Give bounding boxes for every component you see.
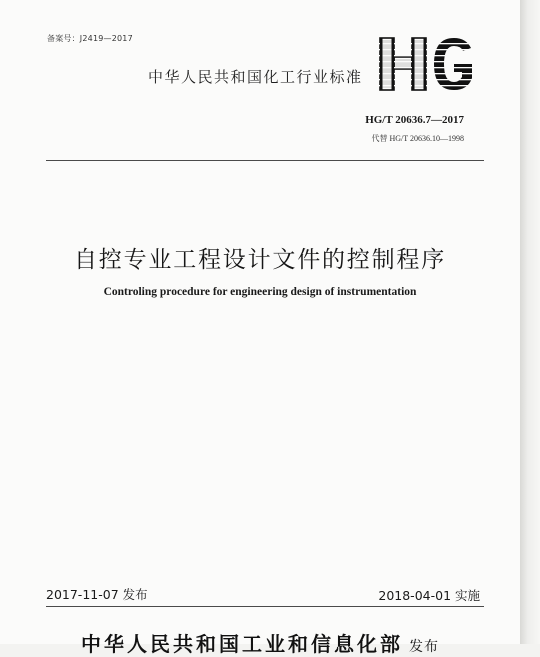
record-number: 备案号：J2419—2017	[47, 34, 133, 43]
footer-divider	[46, 606, 484, 607]
standard-number: HG/T 20636.7—2017	[365, 114, 464, 126]
implementation-date: 2018-04-01 实施	[378, 588, 480, 603]
replaced-standard: 代替 HG/T 20636.10—1998	[371, 134, 464, 143]
page-edge-shadow	[520, 0, 540, 644]
publisher-suffix: 发布	[409, 639, 439, 655]
issue-date: 2017-11-07 发布	[46, 587, 148, 602]
document-title-english: Controling procedure for engineering design of instrumentation	[103, 286, 417, 298]
hg-logo	[376, 36, 476, 92]
industry-standard-heading: 中华人民共和国化工行业标准	[148, 68, 363, 86]
publisher-name: 中华人民共和国工业和信息化部	[81, 632, 403, 656]
header-divider	[46, 160, 484, 161]
publisher-line	[0, 628, 520, 657]
document-title-chinese: 自控专业工程设计文件的控制程序	[74, 247, 446, 273]
